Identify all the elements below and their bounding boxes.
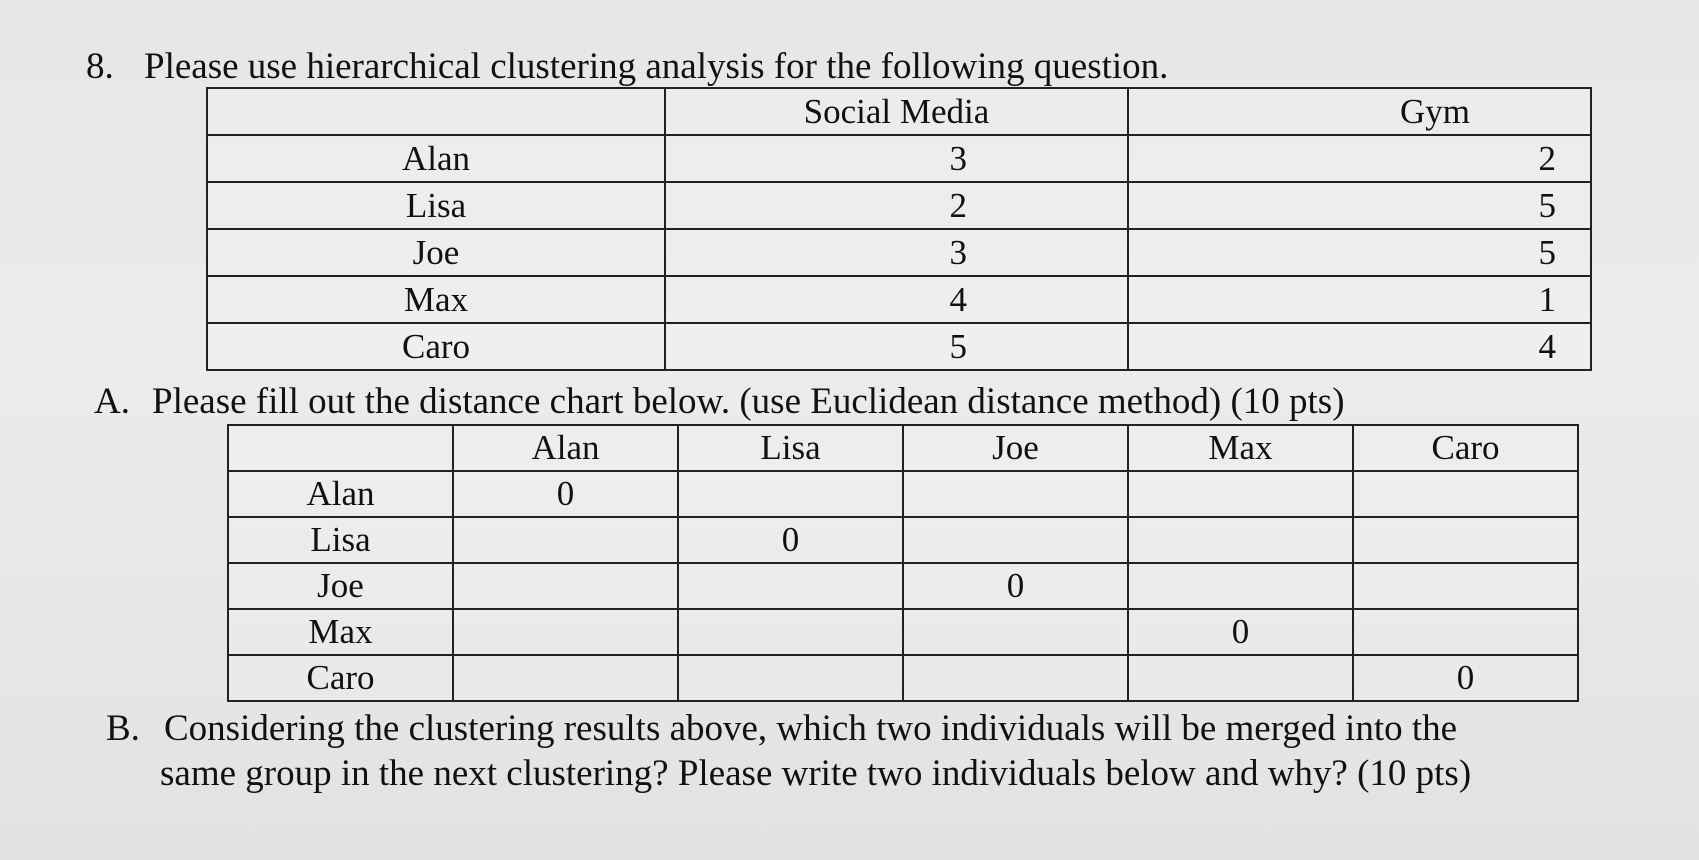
distance-cell[interactable] [453,563,678,609]
part-a-label: A. [94,381,130,422]
distance-cell[interactable] [1353,609,1578,655]
table-row [228,471,1578,517]
data-table-header-social-media: Social Media [665,88,1128,135]
distance-cell[interactable]: 0 [678,517,903,563]
table-row [207,135,1591,182]
distance-cell[interactable] [903,517,1128,563]
distance-table [227,424,1579,702]
question-title [86,48,1168,85]
distance-table-header-row [228,425,1578,471]
question-number: 8. [86,46,114,87]
distance-cell[interactable]: 0 [1128,609,1353,655]
social-media-value: 3 [665,135,1128,182]
table-row [228,517,1578,563]
distance-header-corner [228,425,453,471]
table-row [228,563,1578,609]
distance-cell[interactable] [1353,517,1578,563]
distance-cell[interactable]: 0 [1353,655,1578,701]
table-row [207,276,1591,323]
distance-header-joe: Joe [903,425,1128,471]
row-name: Max [207,276,665,323]
distance-cell[interactable] [1128,655,1353,701]
distance-cell[interactable] [1353,563,1578,609]
distance-header-alan: Alan [453,425,678,471]
part-b-text-line1: Considering the clustering results above, which two individuals will be merged into the [164,708,1458,749]
part-b-text-line2: same group in the next clustering? Please write two individuals below and why? (10 pts) [160,753,1472,794]
gym-value: 1 [1128,276,1591,323]
question-text: Please use hierarchical clustering analysis for the following question. [144,46,1169,87]
row-name: Max [228,609,453,655]
row-name: Lisa [207,182,665,229]
data-table-header-row [207,88,1591,135]
part-b-label: B. [106,708,140,749]
distance-cell[interactable]: 0 [453,471,678,517]
distance-cell[interactable] [903,609,1128,655]
distance-header-max: Max [1128,425,1353,471]
gym-value: 2 [1128,135,1591,182]
row-name: Joe [207,229,665,276]
distance-cell[interactable] [903,471,1128,517]
social-media-value: 2 [665,182,1128,229]
distance-cell[interactable] [1128,563,1353,609]
distance-cell[interactable] [678,609,903,655]
social-media-value: 5 [665,323,1128,370]
part-a-text: Please fill out the distance chart below. (use Euclidean distance method) (10 pts) [152,381,1345,422]
distance-cell[interactable] [453,655,678,701]
distance-cell[interactable] [678,471,903,517]
row-name: Joe [228,563,453,609]
table-row [228,655,1578,701]
distance-cell[interactable]: 0 [903,563,1128,609]
part-b-prompt-continued [160,755,1471,792]
distance-cell[interactable] [453,517,678,563]
distance-header-lisa: Lisa [678,425,903,471]
distance-cell[interactable] [678,563,903,609]
row-name: Caro [228,655,453,701]
row-name: Caro [207,323,665,370]
gym-value: 5 [1128,182,1591,229]
distance-cell[interactable] [1128,471,1353,517]
social-media-value: 3 [665,229,1128,276]
distance-cell[interactable] [903,655,1128,701]
row-name: Alan [228,471,453,517]
distance-cell[interactable] [1128,517,1353,563]
table-row [207,229,1591,276]
gym-value: 5 [1128,229,1591,276]
social-media-value: 4 [665,276,1128,323]
gym-value: 4 [1128,323,1591,370]
part-a-prompt [94,383,1345,420]
row-name: Alan [207,135,665,182]
distance-cell[interactable] [453,609,678,655]
distance-header-caro: Caro [1353,425,1578,471]
data-table [206,87,1592,371]
table-row [207,323,1591,370]
distance-cell[interactable] [678,655,903,701]
row-name: Lisa [228,517,453,563]
data-table-header-gym: Gym [1128,88,1591,135]
table-row [207,182,1591,229]
distance-cell[interactable] [1353,471,1578,517]
data-table-header-cell [207,88,665,135]
table-row [228,609,1578,655]
part-b-prompt [106,710,1457,747]
